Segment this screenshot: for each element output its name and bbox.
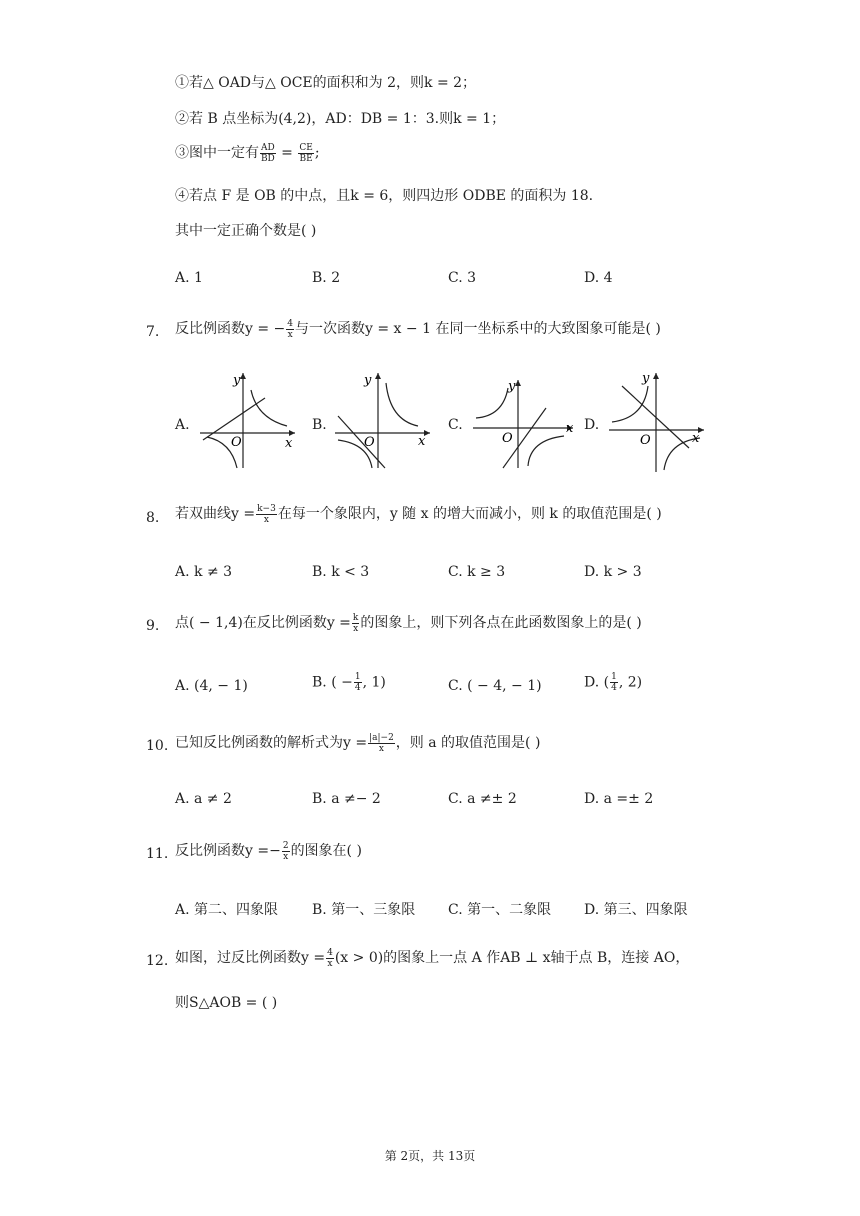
q10-option-d: D. a =± 2 — [584, 791, 654, 807]
q8-option-d: D. k > 3 — [584, 564, 642, 580]
q8-option-a: A. k ≠ 3 — [175, 564, 233, 580]
q8-option-c: C. k ≥ 3 — [448, 564, 506, 580]
q7-number: 7. — [146, 324, 160, 340]
q7-label-d: D. — [584, 417, 600, 433]
axis-y: y — [233, 373, 241, 388]
q11-fraction: $\frac{2}{x}$ — [282, 840, 289, 862]
q11-option-a: A. 第二、四象限 — [175, 902, 279, 918]
origin: O — [231, 435, 242, 450]
q10-option-b: B. a ≠− 2 — [312, 791, 381, 807]
axis-x: x — [418, 434, 426, 449]
q10-number: 10. — [146, 738, 169, 754]
q6-prompt: 其中一定正确个数是( ) — [175, 223, 317, 239]
q6-option-c: C. 3 — [448, 270, 477, 286]
q11-text: 反比例函数y =− $\frac{2}{x}$ 的图象在( ) — [175, 840, 362, 862]
q8-fraction: $\frac{k-3}{x}$ — [257, 503, 276, 525]
graph-b — [330, 368, 435, 473]
q6-option-b: B. 2 — [312, 270, 341, 286]
origin: O — [640, 433, 651, 448]
q9-d-fraction: $\frac{1}{4}$ — [611, 672, 617, 693]
q7-label-a: A. — [175, 417, 190, 433]
q10-option-a: A. a ≠ 2 — [175, 791, 232, 807]
axis-y: y — [364, 373, 372, 388]
q6-statement-2: ②若 B 点坐标为(4,2)，AD：DB = 1：3.则k = 1； — [175, 111, 506, 127]
q8-text: 若双曲线y = $\frac{k-3}{x}$ 在每一个象限内，y 随 x 的增大而减小，则 k 的取值范围是( ) — [175, 503, 662, 525]
q9-number: 9. — [146, 618, 160, 634]
statement-3-text: ③图中一定有 — [175, 145, 259, 161]
q12-fraction: $\frac{4}{x}$ — [327, 947, 333, 969]
q6-statement-3: ③图中一定有 $\frac{AD}{BD}$ = $\frac{CE}{BE}$ ; — [175, 142, 320, 164]
q7-text: 反比例函数y = − $\frac{4}{x}$ 与一次函数y = x − 1 在同一坐标系中的大致图象可能是( ) — [175, 318, 661, 340]
q9-fraction: $\frac{k}{x}$ — [352, 612, 359, 634]
q11-option-d: D. 第三、四象限 — [584, 902, 688, 918]
q9-option-d: D. ( $\frac{1}{4}$ , 2) — [584, 672, 643, 693]
q6-option-a: A. 1 — [175, 270, 203, 286]
q9-option-b: B. ( − $\frac{1}{4}$ , 1) — [312, 672, 386, 693]
axis-x: x — [692, 431, 700, 446]
q9-b-fraction: $\frac{1}{4}$ — [354, 672, 361, 693]
q9-option-a: A. (4, − 1) — [175, 678, 248, 694]
graph-a — [195, 368, 300, 473]
q6-statement-4: ④若点 F 是 OB 的中点，且k = 6，则四边形 ODBE 的面积为 18. — [175, 188, 594, 204]
q7-fraction: $\frac{4}{x}$ — [287, 318, 294, 340]
q11-option-b: B. 第一、三象限 — [312, 902, 416, 918]
axis-y: y — [508, 379, 516, 394]
axis-x: x — [285, 436, 293, 451]
q10-option-c: C. a ≠± 2 — [448, 791, 517, 807]
graph-d — [604, 368, 709, 473]
q8-option-b: B. k < 3 — [312, 564, 370, 580]
q8-number: 8. — [146, 510, 160, 526]
q6-option-d: D. 4 — [584, 270, 613, 286]
q12-number: 12. — [146, 953, 169, 969]
q7-label-b: B. — [312, 417, 327, 433]
fraction-ad-bd: $\frac{AD}{BD}$ — [260, 142, 275, 164]
q12-line2: 则S△AOB = ( ) — [175, 995, 278, 1011]
q6-statement-1: ①若△ OAD与△ OCE的面积和为 2，则k = 2； — [175, 75, 477, 91]
q10-text: 已知反比例函数的解析式为y = $\frac{|a|-2}{x}$ ，则 a 的取值范围是( ) — [175, 732, 541, 754]
q7-label-c: C. — [448, 417, 463, 433]
page-footer: 第 2页，共 13页 — [384, 1149, 476, 1163]
axis-x: x — [566, 421, 574, 436]
fraction-ce-be: $\frac{CE}{BE}$ — [299, 142, 313, 164]
origin: O — [502, 431, 513, 446]
origin: O — [364, 435, 375, 450]
q11-option-c: C. 第一、二象限 — [448, 902, 552, 918]
q10-fraction: $\frac{|a|-2}{x}$ — [369, 732, 394, 754]
graph-c — [468, 368, 578, 473]
q9-text: 点( − 1,4)在反比例函数y = $\frac{k}{x}$ 的图象上，则下列各点在此函数图象上的是( ) — [175, 612, 642, 634]
axis-y: y — [642, 371, 650, 386]
q11-number: 11. — [146, 846, 169, 862]
q12-text: 如图，过反比例函数y = $\frac{4}{x}$ (x > 0)的图象上一点 A 作AB ⊥ x轴于点 B，连接 AO， — [175, 947, 690, 969]
q9-option-c: C. ( − 4, − 1) — [448, 678, 542, 694]
